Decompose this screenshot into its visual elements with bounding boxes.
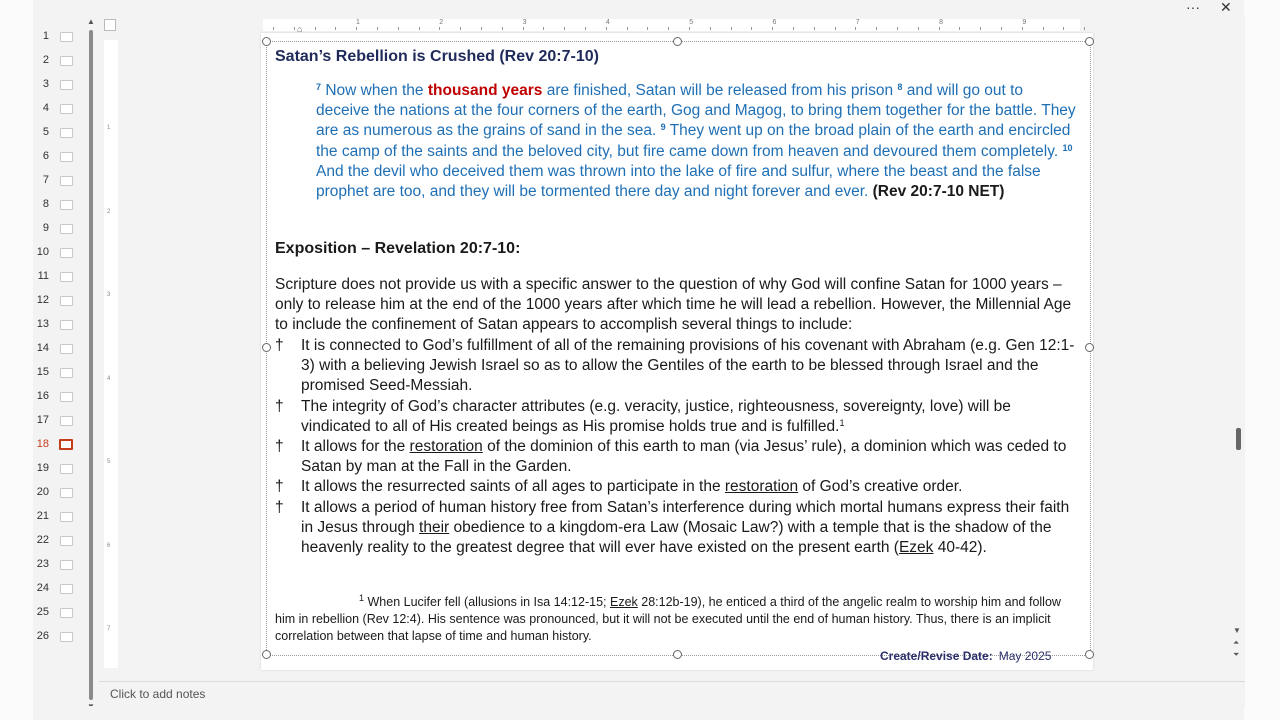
status-bar (33, 706, 1244, 720)
footnote-text: 28:12b-19), he enticed a third of the angelic realm to worship him and follow him in rebellion (Rev 12:4). His sentence was pronounced, but it will not be executed until the end of human history. Thus, there is an implicit correlation between that lapse of time and human history. (275, 595, 1061, 643)
slide-preview-icon[interactable] (60, 272, 73, 282)
ruler-mark (897, 27, 898, 30)
dagger-bullet: † (275, 478, 284, 496)
ruler-mark (710, 27, 711, 30)
slide-preview-icon[interactable] (60, 536, 73, 546)
verse-text: and will go out to deceive the nations at the four corners of the earth, Gog and Magog, to bring them together for the battle. They are as numerous as the grains of sand in the sea. (316, 82, 1076, 140)
slide-number: 17 (36, 414, 49, 426)
slide-thumbnail[interactable] (33, 578, 89, 602)
slide-preview-icon[interactable] (60, 560, 73, 570)
ruler-mark (1043, 27, 1044, 30)
slide-number: 24 (36, 582, 49, 594)
titlebar (33, 0, 1244, 16)
editor-scroll-thumb[interactable] (1236, 428, 1241, 450)
bullet-text: obedience to a kingdom-era Law (Mosaic Law?) with a temple that is the shadow of the heavenly reality to the greatest degree that will ever have existed on the present earth ( (301, 518, 1052, 557)
ruler-mark (543, 27, 544, 30)
slide-preview-icon[interactable] (60, 248, 73, 258)
ruler-tick-label: 2 (439, 19, 444, 26)
vertical-ruler[interactable] (104, 40, 118, 668)
ruler-mark (793, 27, 794, 30)
ruler-tick-label: 4 (605, 19, 610, 26)
tab-selector[interactable] (104, 19, 116, 31)
slide-preview-icon[interactable] (60, 32, 73, 42)
slide-number: 16 (36, 390, 49, 402)
footnote-ref: 1 (839, 417, 845, 428)
thumbnail-scrollbar[interactable] (87, 17, 95, 710)
slide-title: Satan’s Rebellion is Crushed (Rev 20:7-10) (275, 48, 599, 65)
slide-thumbnail[interactable] (33, 386, 89, 410)
verse-text: are finished, Satan will be released from his prison (542, 82, 898, 99)
slide-preview-icon[interactable] (60, 488, 73, 498)
slide-thumbnail[interactable] (33, 50, 89, 74)
slide-number: 9 (42, 222, 49, 234)
slide-thumbnail[interactable] (33, 338, 89, 362)
slide-thumbnail[interactable] (33, 98, 89, 122)
ruler-mark (1063, 27, 1064, 30)
ruler-mark (814, 27, 815, 30)
footnote (275, 594, 1083, 645)
ruler-mark (627, 27, 628, 30)
intro-paragraph: Scripture does not provide us with a specific answer to the question of why God will confine Satan for 1000 years – only to release him at the end of the 1000 years after which time he will lead a rebellion. However, the Millennial Age to include the confinement of Satan appears to accomplish several things to include: (275, 276, 1072, 334)
slide-thumbnail[interactable] (33, 290, 89, 314)
slide-number: 13 (36, 318, 49, 330)
slide-number: 7 (42, 174, 49, 186)
ruler-mark (398, 27, 399, 30)
scroll-up-icon[interactable]: ▲ (87, 17, 95, 26)
date-value: May 2025 (998, 649, 1052, 663)
verse-number: 8 (897, 82, 903, 92)
ruler-mark (980, 27, 981, 30)
slide-thumbnail[interactable] (33, 242, 89, 266)
slide-thumbnail[interactable] (33, 554, 89, 578)
ruler-mark (377, 27, 378, 30)
list-item (275, 437, 1083, 477)
slide-preview-icon[interactable] (60, 464, 73, 474)
slide-thumbnail[interactable] (33, 626, 89, 650)
ruler-mark (315, 27, 316, 30)
verse-text: And the devil who deceived them was thrown into the lake of fire and sulfur, where the beast and the false prophet are too, and they will be tormented there day and night forever and ever. (316, 162, 1041, 201)
notes-pane[interactable] (99, 681, 1245, 707)
slide-preview-icon[interactable] (60, 344, 73, 354)
slide-number: 1 (42, 30, 49, 42)
slide-thumbnail[interactable] (33, 218, 89, 242)
ruler-tick-label: 6 (772, 19, 777, 26)
slide-thumbnail[interactable] (33, 530, 89, 554)
ruler-mark (294, 27, 295, 30)
underlined-word: restoration (724, 478, 799, 496)
slide-number: 6 (42, 150, 49, 162)
slide-preview-icon[interactable] (60, 584, 73, 594)
window-right-edge (1244, 0, 1280, 720)
window-left-edge (0, 0, 33, 720)
slide-number: 10 (36, 246, 49, 258)
ruler-mark (751, 27, 752, 30)
bullet-text: It allows a period of human history free from Satan’s interference during which mortal humans express their faith in Jesus through (301, 498, 1070, 536)
ruler-tick-label: 1 (107, 125, 111, 131)
underlined-word: Ezek (609, 595, 638, 609)
scroll-down-icon[interactable]: ▼ (1233, 626, 1241, 635)
ruler-mark (335, 27, 336, 30)
slide-preview-icon[interactable] (60, 224, 73, 234)
slide-number: 22 (36, 534, 49, 546)
ruler-mark (439, 27, 440, 30)
slide-number: 11 (37, 270, 49, 282)
ruler-mark (918, 27, 919, 30)
verse-number: 9 (660, 122, 666, 133)
slide-number: 2 (42, 54, 49, 66)
slide-number: 25 (36, 606, 49, 618)
slide-preview-icon[interactable] (60, 512, 73, 522)
list-item (275, 336, 1083, 397)
slide-number: 19 (36, 462, 49, 474)
bullet-text: It allows for the (301, 438, 410, 456)
slide-number: 21 (36, 510, 49, 522)
resize-handle[interactable] (1085, 343, 1094, 352)
slide-preview-icon[interactable] (60, 176, 73, 186)
slide-thumbnail[interactable] (33, 602, 89, 626)
slide-number: 15 (36, 366, 49, 378)
ruler-mark (731, 27, 732, 30)
editor-scrollbar[interactable] (1232, 18, 1244, 668)
slide-thumbnail[interactable] (33, 74, 89, 98)
slide-thumbnail[interactable] (33, 266, 89, 290)
ruler-mark (356, 27, 357, 30)
ruler-mark (668, 27, 669, 30)
ruler-tick-label: 6 (107, 542, 111, 549)
ruler-mark (585, 27, 586, 30)
close-icon[interactable]: ✕ (1220, 0, 1232, 15)
horizontal-ruler[interactable] (263, 19, 1080, 31)
highlighted-phrase: thousand years (427, 82, 543, 99)
slide-thumbnail[interactable] (33, 362, 89, 386)
ruler-mark (959, 27, 960, 30)
slide-preview-icon[interactable] (60, 368, 73, 378)
slide-preview-icon[interactable] (60, 104, 73, 114)
slide-thumbnail[interactable] (33, 26, 89, 50)
ruler-mark (1084, 27, 1085, 30)
ruler-tick-label: 8 (939, 19, 943, 26)
ruler-tick-label: 3 (522, 19, 527, 26)
ruler-mark (772, 27, 773, 30)
slide-number: 4 (42, 102, 49, 114)
verse-number: 7 (316, 82, 322, 92)
underlined-word: restoration (409, 438, 483, 456)
date-label: Create/Revise Date: (880, 649, 993, 663)
slide-preview-icon[interactable] (60, 152, 73, 162)
slide-preview-icon[interactable] (60, 296, 73, 306)
underlined-word: Ezek (898, 539, 934, 557)
exposition-heading: Exposition – Revelation 20:7-10: (275, 240, 521, 257)
slide-number: 5 (42, 126, 49, 138)
slide-thumbnail[interactable] (33, 410, 89, 434)
slide-thumbnail[interactable] (33, 482, 89, 506)
slide-number: 23 (36, 558, 49, 570)
slide-number: 18 (36, 438, 49, 450)
ruler-tick-label: 9 (1022, 19, 1027, 26)
slide-thumbnail[interactable] (33, 458, 89, 482)
previous-slide-icon[interactable]: ⏶ (1233, 638, 1240, 647)
slide-number: 12 (36, 294, 49, 306)
ruler-mark (419, 27, 420, 30)
bullet-text: of the dominion of this earth to man (via Jesus’ rule), a dominion which was ceded to Satan by man at the Fall in the Garden. (301, 438, 1067, 476)
ruler-mark (835, 27, 836, 30)
verse-text: Now when the (325, 82, 428, 99)
slide-thumbnail[interactable] (33, 506, 89, 530)
more-options-icon[interactable]: ··· (1186, 0, 1200, 15)
slide-preview-icon[interactable] (60, 416, 73, 426)
bullet-text: It is connected to God’s fulfillment of all of the remaining provisions of his covenant with Abraham (e.g. Gen 12:1-3) with a believing Jewish Israel so as to allow the Gentiles of the earth to be blessed through Israel and the promised Seed-Messiah. (301, 337, 1075, 395)
next-slide-icon[interactable]: ⏷ (1233, 650, 1240, 659)
ruler-mark (481, 27, 482, 30)
dagger-bullet: † (275, 337, 284, 354)
slide-preview-icon[interactable] (60, 80, 73, 90)
dagger-bullet: † (275, 397, 284, 415)
slide-thumbnail[interactable] (33, 170, 89, 194)
slide-preview-icon[interactable] (60, 632, 73, 642)
ruler-mark (647, 27, 648, 30)
underlined-word: their (419, 518, 450, 536)
bullet-text: It allows the resurrected saints of all ages to participate in the (301, 478, 725, 496)
ruler-tick-label: 5 (107, 459, 111, 465)
slide-number: 20 (36, 486, 49, 498)
ruler-tick-label: 4 (107, 375, 111, 382)
slide-preview-icon[interactable] (60, 56, 73, 66)
bullet-text: of God’s creative order. (798, 478, 963, 496)
slide-number: 8 (42, 198, 49, 210)
list-item (275, 477, 1083, 497)
footnote-text: When Lucifer fell (allusions in Isa 14:12-15; (364, 595, 610, 609)
list-item (275, 397, 1083, 437)
resize-handle[interactable] (262, 37, 271, 46)
ruler-mark (939, 27, 940, 30)
resize-handle[interactable] (673, 650, 682, 659)
ruler-mark (273, 27, 274, 30)
slide-number: 3 (42, 78, 49, 90)
footnote-number: 1 (359, 593, 365, 603)
dagger-bullet: † (275, 498, 284, 516)
resize-handle[interactable] (262, 343, 271, 352)
lock-icon: ⌂ (297, 24, 303, 34)
verse-text: They went up on the broad plain of the earth and encircled the camp of the saints and the beloved city, but fire came down from heaven and devoured them completely. (316, 122, 1071, 160)
resize-handle[interactable] (1085, 37, 1094, 46)
scripture-quote (316, 81, 1076, 202)
thumbnail-scroll-thumb[interactable] (89, 30, 93, 700)
list-item (275, 498, 1083, 559)
bullet-text: 40-42). (933, 539, 987, 557)
ruler-tick-label: 5 (689, 19, 694, 26)
ruler-tick-label: 3 (107, 292, 111, 298)
ruler-mark (1001, 27, 1002, 30)
resize-handle[interactable] (1085, 650, 1094, 659)
slide-thumbnail[interactable] (33, 146, 89, 170)
ruler-mark (876, 27, 877, 30)
verse-reference: (Rev 20:7-10 NET) (872, 183, 1005, 201)
notes-placeholder[interactable]: Click to add notes (110, 687, 206, 701)
ruler-tick-label: 7 (855, 19, 860, 26)
slide-number: 26 (36, 630, 49, 642)
slide-preview-icon[interactable] (60, 320, 73, 330)
ruler-mark (855, 27, 856, 30)
ruler-mark (502, 27, 503, 30)
slide-preview-icon[interactable] (60, 128, 73, 138)
verse-number: 10 (1062, 142, 1073, 153)
ruler-mark (606, 27, 607, 30)
ruler-tick-label: 2 (107, 208, 111, 215)
slide-preview-icon[interactable] (59, 439, 73, 450)
slide-thumbnail[interactable] (33, 122, 89, 146)
resize-handle[interactable] (673, 37, 682, 46)
slide-preview-icon[interactable] (60, 392, 73, 402)
ruler-mark (523, 27, 524, 30)
revise-date (880, 649, 1051, 663)
ruler-mark (460, 27, 461, 30)
slide-thumbnail[interactable] (33, 194, 89, 218)
ruler-mark (564, 27, 565, 30)
dagger-bullet: † (275, 438, 284, 456)
ruler-tick-label: 1 (356, 19, 360, 26)
slide-preview-icon[interactable] (60, 200, 73, 210)
resize-handle[interactable] (262, 650, 271, 659)
ruler-tick-label: 7 (107, 626, 111, 632)
bullet-list (275, 336, 1083, 558)
slide-thumbnail[interactable] (33, 434, 89, 458)
ruler-mark (689, 27, 690, 30)
slide-thumbnail[interactable] (33, 314, 89, 338)
slide-preview-icon[interactable] (60, 608, 73, 618)
bullet-text: The integrity of God’s character attributes (e.g. veracity, justice, righteousness, sovereignty, love) will be vindicated to all of His created beings as His promise holds true and is fulfilled. (301, 397, 1011, 435)
slide-number: 14 (36, 342, 49, 354)
ruler-mark (1022, 27, 1023, 30)
